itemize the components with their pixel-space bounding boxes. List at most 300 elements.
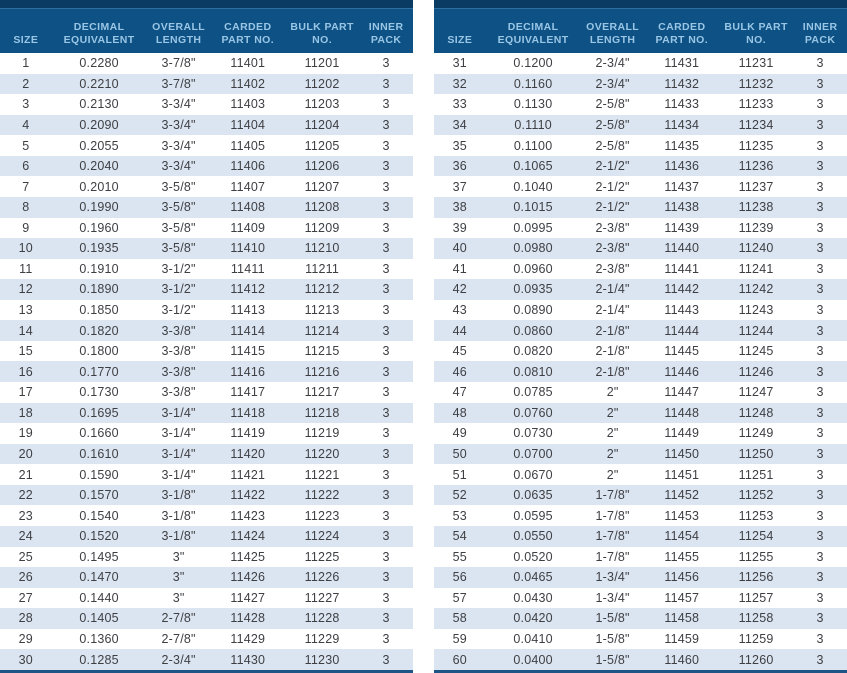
cell-size: 44: [452, 323, 467, 338]
cell-bulk-part-no: 11260: [738, 652, 774, 667]
table-row-size-39: [434, 218, 847, 239]
cell-size: 25: [18, 549, 33, 564]
cell-bulk-part-no: 11249: [738, 426, 774, 441]
cell-decimal-equivalent: 0.0430: [513, 590, 553, 605]
cell-bulk-part-no: 11243: [738, 303, 774, 318]
cell-inner-pack: 3: [382, 159, 390, 174]
cell-carded-part-no: 11443: [664, 303, 700, 318]
cell-decimal-equivalent: 0.0465: [513, 570, 553, 585]
cell-carded-part-no: 11440: [664, 241, 700, 256]
cell-carded-part-no: 11432: [664, 76, 700, 91]
column-header-decimal-equivalent: DECIMAL EQUIVALENT: [497, 20, 569, 47]
table-row-size-50: [434, 444, 847, 465]
cell-size: 13: [18, 303, 33, 318]
cell-overall-length: 3-5/8": [161, 241, 196, 256]
column-header-overall-length: OVERALL LENGTH: [586, 20, 640, 47]
cell-inner-pack: 3: [816, 508, 824, 523]
cell-decimal-equivalent: 0.1285: [79, 652, 119, 667]
cell-bulk-part-no: 11223: [304, 508, 340, 523]
cell-decimal-equivalent: 0.1160: [513, 76, 553, 91]
cell-size: 35: [452, 138, 467, 153]
cell-inner-pack: 3: [816, 220, 824, 235]
cell-decimal-equivalent: 0.1910: [79, 261, 119, 276]
cell-size: 50: [452, 446, 467, 461]
table-row-size-24: [0, 526, 413, 547]
cell-decimal-equivalent: 0.2040: [79, 159, 119, 174]
cell-overall-length: 2-1/8": [595, 323, 630, 338]
cell-overall-length: 2-3/8": [595, 241, 630, 256]
cell-decimal-equivalent: 0.0700: [513, 446, 553, 461]
table-row-size-38: [434, 197, 847, 218]
cell-size: 37: [452, 179, 467, 194]
cell-inner-pack: 3: [816, 76, 824, 91]
cell-size: 60: [452, 652, 467, 667]
table-row-size-46: [434, 361, 847, 382]
table-row-size-43: [434, 300, 847, 321]
cell-bulk-part-no: 11218: [304, 405, 340, 420]
cell-decimal-equivalent: 0.1800: [79, 344, 119, 359]
cell-decimal-equivalent: 0.1770: [79, 364, 119, 379]
table-row-size-18: [0, 403, 413, 424]
cell-decimal-equivalent: 0.1065: [513, 159, 553, 174]
cell-carded-part-no: 11404: [230, 117, 266, 132]
cell-carded-part-no: 11403: [230, 97, 266, 112]
cell-decimal-equivalent: 0.1540: [79, 508, 119, 523]
cell-bulk-part-no: 11233: [738, 97, 774, 112]
table-row-size-17: [0, 382, 413, 403]
cell-decimal-equivalent: 0.2130: [79, 97, 119, 112]
cell-decimal-equivalent: 0.1610: [79, 446, 119, 461]
cell-decimal-equivalent: 0.0550: [513, 529, 553, 544]
cell-inner-pack: 3: [382, 303, 390, 318]
cell-decimal-equivalent: 0.0995: [513, 220, 553, 235]
cell-bulk-part-no: 11232: [738, 76, 774, 91]
cell-overall-length: 2-5/8": [595, 138, 630, 153]
cell-carded-part-no: 11416: [230, 364, 266, 379]
cell-inner-pack: 3: [816, 344, 824, 359]
cell-carded-part-no: 11439: [664, 220, 700, 235]
cell-inner-pack: 3: [816, 323, 824, 338]
cell-carded-part-no: 11455: [664, 549, 700, 564]
cell-inner-pack: 3: [382, 590, 390, 605]
cell-decimal-equivalent: 0.2210: [79, 76, 119, 91]
cell-inner-pack: 3: [816, 282, 824, 297]
cell-inner-pack: 3: [816, 241, 824, 256]
cell-inner-pack: 3: [382, 179, 390, 194]
cell-carded-part-no: 11460: [664, 652, 700, 667]
table-row-size-41: [434, 259, 847, 280]
cell-size: 29: [18, 632, 33, 647]
cell-decimal-equivalent: 0.1935: [79, 241, 119, 256]
cell-inner-pack: 3: [816, 385, 824, 400]
table-row-size-1: [0, 53, 413, 74]
cell-carded-part-no: 11421: [230, 467, 266, 482]
table-row-size-40: [434, 238, 847, 259]
cell-carded-part-no: 11422: [230, 488, 266, 503]
cell-inner-pack: 3: [382, 364, 390, 379]
table-row-size-47: [434, 382, 847, 403]
cell-bulk-part-no: 11237: [738, 179, 774, 194]
cell-size: 38: [452, 200, 467, 215]
cell-inner-pack: 3: [382, 508, 390, 523]
cell-overall-length: 3-1/4": [161, 446, 196, 461]
cell-decimal-equivalent: 0.2055: [79, 138, 119, 153]
cell-size: 18: [18, 405, 33, 420]
cell-bulk-part-no: 11224: [304, 529, 340, 544]
cell-inner-pack: 3: [382, 220, 390, 235]
cell-size: 3: [22, 97, 30, 112]
cell-size: 27: [18, 590, 33, 605]
column-header-bulk-part-no: BULK PART NO.: [290, 20, 354, 47]
cell-overall-length: 2-1/2": [595, 200, 630, 215]
cell-decimal-equivalent: 0.1890: [79, 282, 119, 297]
cell-decimal-equivalent: 0.2280: [79, 56, 119, 71]
cell-size: 55: [452, 549, 467, 564]
cell-size: 15: [18, 344, 33, 359]
table-row-size-60: [434, 649, 847, 670]
cell-overall-length: 1-7/8": [595, 508, 630, 523]
cell-carded-part-no: 11458: [664, 611, 700, 626]
cell-carded-part-no: 11459: [664, 632, 700, 647]
column-header-size: SIZE: [447, 34, 473, 47]
cell-decimal-equivalent: 0.1570: [79, 488, 119, 503]
cell-decimal-equivalent: 0.1470: [79, 570, 119, 585]
cell-overall-length: 3": [172, 590, 185, 605]
cell-size: 8: [22, 200, 30, 215]
cell-size: 22: [18, 488, 33, 503]
cell-carded-part-no: 11405: [230, 138, 266, 153]
cell-bulk-part-no: 11242: [738, 282, 774, 297]
table-row-size-21: [0, 464, 413, 485]
table-row-size-30: [0, 649, 413, 670]
cell-inner-pack: 3: [382, 405, 390, 420]
cell-overall-length: 3-3/4": [161, 117, 196, 132]
cell-overall-length: 2-1/4": [595, 303, 630, 318]
cell-bulk-part-no: 11231: [738, 56, 774, 71]
cell-inner-pack: 3: [816, 159, 824, 174]
table-row-size-3: [0, 94, 413, 115]
cell-carded-part-no: 11441: [664, 261, 700, 276]
cell-bulk-part-no: 11216: [304, 364, 340, 379]
cell-size: 45: [452, 344, 467, 359]
cell-overall-length: 1-7/8": [595, 549, 630, 564]
cell-decimal-equivalent: 0.1130: [513, 97, 553, 112]
cell-overall-length: 3-7/8": [161, 56, 196, 71]
table-row-size-37: [434, 176, 847, 197]
column-header-carded-part-no: CARDED PART NO.: [655, 20, 709, 47]
cell-inner-pack: 3: [816, 590, 824, 605]
cell-bulk-part-no: 11212: [304, 282, 340, 297]
table-header-row: [434, 9, 847, 53]
cell-decimal-equivalent: 0.0410: [513, 632, 553, 647]
cell-size: 9: [22, 220, 30, 235]
cell-inner-pack: 3: [816, 529, 824, 544]
cell-bulk-part-no: 11208: [304, 200, 340, 215]
cell-inner-pack: 3: [816, 261, 824, 276]
cell-carded-part-no: 11438: [664, 200, 700, 215]
cell-overall-length: 1-5/8": [595, 652, 630, 667]
cell-decimal-equivalent: 0.0980: [513, 241, 553, 256]
table-row-size-9: [0, 218, 413, 239]
cell-bulk-part-no: 11259: [738, 632, 774, 647]
cell-bulk-part-no: 11253: [738, 508, 774, 523]
table-row-size-8: [0, 197, 413, 218]
cell-overall-length: 2-3/8": [595, 220, 630, 235]
cell-carded-part-no: 11417: [230, 385, 266, 400]
table-row-size-26: [0, 567, 413, 588]
cell-overall-length: 3-3/8": [161, 385, 196, 400]
cell-bulk-part-no: 11236: [738, 159, 774, 174]
cell-size: 54: [452, 529, 467, 544]
cell-carded-part-no: 11427: [230, 590, 266, 605]
cell-carded-part-no: 11418: [230, 405, 266, 420]
cell-size: 28: [18, 611, 33, 626]
cell-decimal-equivalent: 0.2090: [79, 117, 119, 132]
cell-bulk-part-no: 11251: [738, 467, 774, 482]
cell-decimal-equivalent: 0.1405: [79, 611, 119, 626]
cell-bulk-part-no: 11205: [304, 138, 340, 153]
cell-inner-pack: 3: [816, 488, 824, 503]
cell-bulk-part-no: 11217: [304, 385, 340, 400]
cell-size: 11: [19, 261, 33, 276]
cell-size: 16: [18, 364, 33, 379]
table-row-size-31: [434, 53, 847, 74]
cell-decimal-equivalent: 0.0730: [513, 426, 553, 441]
cell-size: 30: [18, 652, 33, 667]
table-row-size-35: [434, 135, 847, 156]
cell-size: 19: [18, 426, 33, 441]
cell-decimal-equivalent: 0.1520: [79, 529, 119, 544]
cell-carded-part-no: 11444: [664, 323, 700, 338]
cell-carded-part-no: 11452: [664, 488, 700, 503]
table-row-size-48: [434, 403, 847, 424]
cell-bulk-part-no: 11202: [304, 76, 340, 91]
cell-bulk-part-no: 11235: [738, 138, 774, 153]
table-row-size-16: [0, 361, 413, 382]
cell-size: 4: [22, 117, 30, 132]
cell-decimal-equivalent: 0.1440: [79, 590, 119, 605]
column-header-size: SIZE: [13, 34, 39, 47]
cell-size: 32: [452, 76, 467, 91]
table-row-size-42: [434, 279, 847, 300]
cell-inner-pack: 3: [382, 200, 390, 215]
cell-carded-part-no: 11406: [230, 159, 266, 174]
cell-overall-length: 2-7/8": [161, 632, 196, 647]
table-row-size-2: [0, 74, 413, 95]
cell-carded-part-no: 11436: [664, 159, 700, 174]
cell-overall-length: 3-3/8": [161, 344, 196, 359]
cell-decimal-equivalent: 0.1730: [79, 385, 119, 400]
cell-bulk-part-no: 11244: [738, 323, 774, 338]
cell-bulk-part-no: 11256: [738, 570, 774, 585]
cell-bulk-part-no: 11213: [304, 303, 340, 318]
cell-carded-part-no: 11447: [664, 385, 700, 400]
cell-size: 48: [452, 405, 467, 420]
cell-bulk-part-no: 11229: [304, 632, 340, 647]
cell-size: 56: [452, 570, 467, 585]
cell-decimal-equivalent: 0.0520: [513, 549, 553, 564]
cell-carded-part-no: 11456: [664, 570, 700, 585]
table-row-size-51: [434, 464, 847, 485]
cell-bulk-part-no: 11209: [304, 220, 340, 235]
cell-overall-length: 2-1/8": [595, 344, 630, 359]
cell-overall-length: 3-3/8": [161, 364, 196, 379]
table-top-accent-bar: [0, 0, 413, 9]
cell-size: 7: [22, 179, 30, 194]
cell-carded-part-no: 11401: [230, 56, 266, 71]
column-header-overall-length: OVERALL LENGTH: [152, 20, 206, 47]
cell-overall-length: 3-1/4": [161, 467, 196, 482]
cell-bulk-part-no: 11222: [304, 488, 340, 503]
cell-inner-pack: 3: [816, 426, 824, 441]
cell-decimal-equivalent: 0.1040: [513, 179, 553, 194]
table-body: [0, 53, 413, 673]
cell-decimal-equivalent: 0.1820: [79, 323, 119, 338]
cell-overall-length: 3-1/2": [161, 261, 196, 276]
cell-size: 17: [18, 385, 33, 400]
cell-inner-pack: 3: [382, 56, 390, 71]
cell-size: 12: [18, 282, 33, 297]
cell-size: 26: [18, 570, 33, 585]
cell-overall-length: 1-5/8": [595, 632, 630, 647]
table-row-size-58: [434, 608, 847, 629]
cell-size: 33: [452, 97, 467, 112]
cell-inner-pack: 3: [382, 446, 390, 461]
cell-size: 36: [452, 159, 467, 174]
table-row-size-11: [0, 259, 413, 280]
cell-overall-length: 2-7/8": [161, 611, 196, 626]
cell-decimal-equivalent: 0.0890: [513, 303, 553, 318]
cell-decimal-equivalent: 0.1200: [513, 56, 553, 71]
cell-decimal-equivalent: 0.1110: [514, 117, 552, 132]
cell-inner-pack: 3: [816, 570, 824, 585]
table-row-size-28: [0, 608, 413, 629]
cell-carded-part-no: 11448: [664, 405, 700, 420]
cell-overall-length: 1-7/8": [595, 529, 630, 544]
cell-inner-pack: 3: [382, 282, 390, 297]
cell-size: 52: [452, 488, 467, 503]
cell-bulk-part-no: 11215: [304, 344, 340, 359]
cell-overall-length: 2-1/8": [595, 364, 630, 379]
cell-inner-pack: 3: [382, 117, 390, 132]
cell-size: 47: [452, 385, 467, 400]
cell-inner-pack: 3: [816, 405, 824, 420]
cell-size: 49: [452, 426, 467, 441]
cell-carded-part-no: 11410: [230, 241, 266, 256]
cell-inner-pack: 3: [382, 323, 390, 338]
cell-bulk-part-no: 11250: [738, 446, 774, 461]
cell-size: 34: [452, 117, 467, 132]
cell-size: 10: [18, 241, 33, 256]
cell-size: 1: [22, 56, 30, 71]
cell-overall-length: 2-1/2": [595, 159, 630, 174]
table-row-size-12: [0, 279, 413, 300]
cell-bulk-part-no: 11255: [738, 549, 774, 564]
cell-overall-length: 2-3/4": [161, 652, 196, 667]
cell-size: 6: [22, 159, 30, 174]
cell-carded-part-no: 11409: [230, 220, 266, 235]
cell-carded-part-no: 11446: [664, 364, 700, 379]
cell-decimal-equivalent: 0.1495: [79, 549, 119, 564]
cell-bulk-part-no: 11254: [738, 529, 774, 544]
cell-bulk-part-no: 11234: [738, 117, 774, 132]
cell-overall-length: 2": [606, 426, 619, 441]
cell-overall-length: 2-3/4": [595, 76, 630, 91]
cell-bulk-part-no: 11258: [738, 611, 774, 626]
cell-bulk-part-no: 11220: [304, 446, 340, 461]
table-row-size-10: [0, 238, 413, 259]
cell-inner-pack: 3: [382, 611, 390, 626]
cell-carded-part-no: 11431: [664, 56, 700, 71]
cell-inner-pack: 3: [816, 652, 824, 667]
table-row-size-25: [0, 547, 413, 568]
cell-decimal-equivalent: 0.0670: [513, 467, 553, 482]
cell-overall-length: 2": [606, 446, 619, 461]
cell-inner-pack: 3: [382, 97, 390, 112]
cell-size: 53: [452, 508, 467, 523]
cell-bulk-part-no: 11203: [304, 97, 340, 112]
cell-bulk-part-no: 11227: [304, 590, 340, 605]
column-header-carded-part-no: CARDED PART NO.: [221, 20, 275, 47]
cell-inner-pack: 3: [816, 611, 824, 626]
cell-bulk-part-no: 11248: [738, 405, 774, 420]
table-row-size-20: [0, 444, 413, 465]
cell-decimal-equivalent: 0.1100: [513, 138, 553, 153]
table-row-size-22: [0, 485, 413, 506]
table-row-size-59: [434, 629, 847, 650]
cell-bulk-part-no: 11210: [304, 241, 340, 256]
cell-overall-length: 2-3/8": [595, 261, 630, 276]
cell-carded-part-no: 11412: [230, 282, 266, 297]
table-row-size-34: [434, 115, 847, 136]
cell-carded-part-no: 11424: [230, 529, 266, 544]
cell-overall-length: 2-1/4": [595, 282, 630, 297]
cell-carded-part-no: 11402: [230, 76, 266, 91]
cell-decimal-equivalent: 0.0420: [513, 611, 553, 626]
cell-overall-length: 2": [606, 385, 619, 400]
cell-carded-part-no: 11423: [230, 508, 266, 523]
cell-size: 31: [452, 56, 467, 71]
cell-overall-length: 1-7/8": [595, 488, 630, 503]
cell-size: 40: [452, 241, 467, 256]
cell-bulk-part-no: 11257: [738, 590, 774, 605]
cell-size: 43: [452, 303, 467, 318]
cell-inner-pack: 3: [382, 426, 390, 441]
cell-overall-length: 3-1/4": [161, 405, 196, 420]
cell-decimal-equivalent: 0.1660: [79, 426, 119, 441]
cell-decimal-equivalent: 0.0760: [513, 405, 553, 420]
cell-bulk-part-no: 11246: [738, 364, 774, 379]
cell-size: 42: [452, 282, 467, 297]
table-row-size-54: [434, 526, 847, 547]
cell-carded-part-no: 11428: [230, 611, 266, 626]
table-row-size-45: [434, 341, 847, 362]
cell-inner-pack: 3: [816, 364, 824, 379]
cell-inner-pack: 3: [382, 138, 390, 153]
cell-carded-part-no: 11433: [664, 97, 700, 112]
cell-bulk-part-no: 11204: [304, 117, 340, 132]
cell-carded-part-no: 11445: [664, 344, 700, 359]
cell-inner-pack: 3: [382, 385, 390, 400]
cell-overall-length: 3-3/8": [161, 323, 196, 338]
cell-size: 20: [18, 446, 33, 461]
cell-overall-length: 3-3/4": [161, 97, 196, 112]
cell-inner-pack: 3: [816, 200, 824, 215]
table-row-size-53: [434, 505, 847, 526]
cell-size: 21: [18, 467, 33, 482]
cell-decimal-equivalent: 0.1960: [79, 220, 119, 235]
cell-carded-part-no: 11407: [230, 179, 266, 194]
